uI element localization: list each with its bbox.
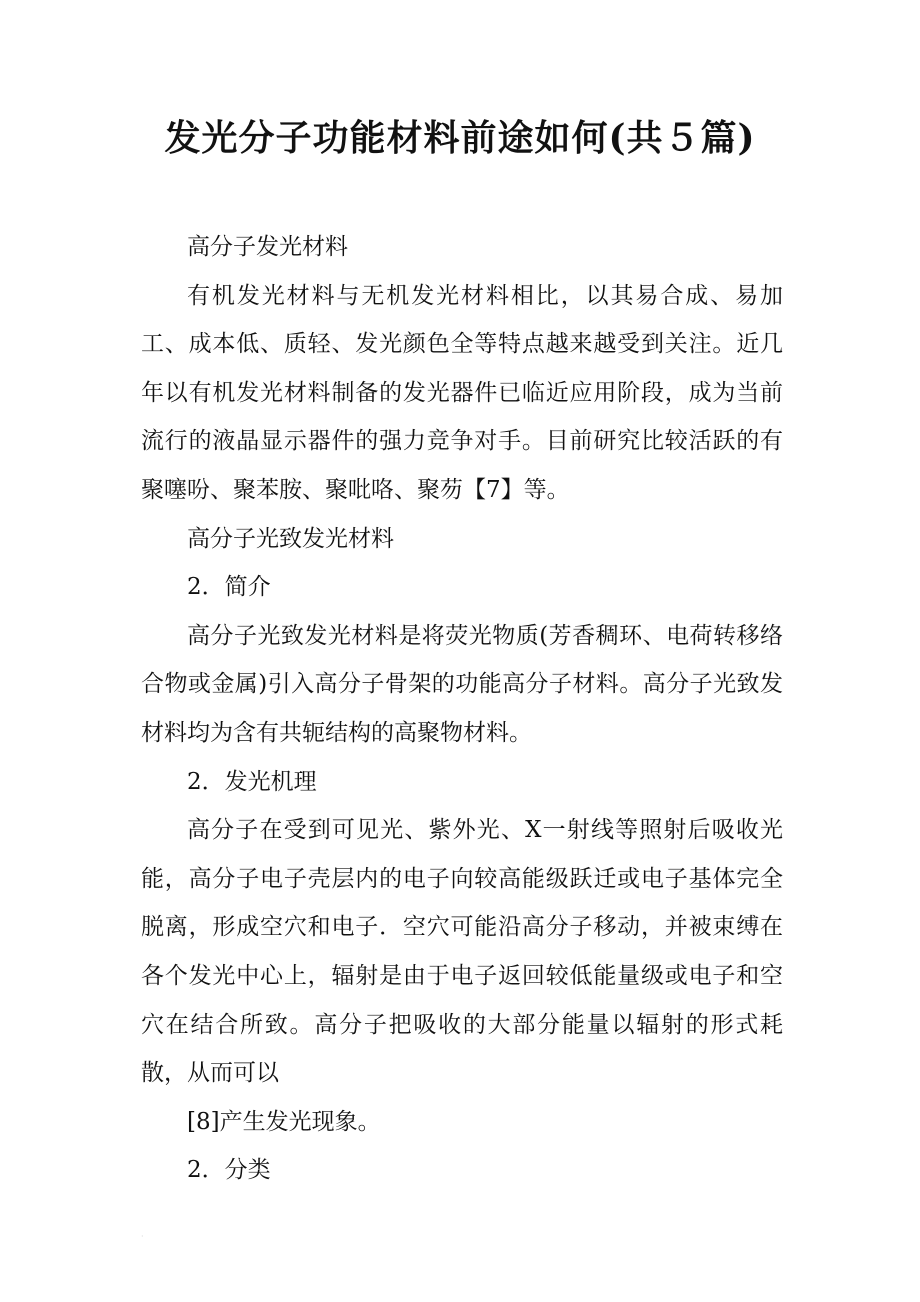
section-heading: 高分子发光材料 (187, 234, 348, 260)
body-paragraph: [8]产生发光现象。 (187, 1108, 381, 1135)
document-body (141, 223, 783, 1195)
numbered-heading: 2．发光机理 (187, 768, 317, 795)
page-corner-dot: · (141, 1232, 144, 1241)
numbered-heading: 2．分类 (187, 1157, 271, 1184)
document-title: 发光分子功能材料前途如何(共５篇) (164, 117, 756, 159)
numbered-heading: 2．简介 (187, 574, 271, 601)
section-heading: 高分子光致发光材料 (187, 525, 394, 552)
body-paragraph: 有机发光材料与无机发光材料相比，以其易合成、易加工、成本低、质轻、发光颜色全等特点越来越受到关注。近几年以有机发光材料制备的发光器件已临近应用阶段，成为当前流行的液晶显示器件的强力竞争对手。目前研究比较活跃的有聚噻吩、聚苯胺、聚吡咯、聚芴【7】等。 (141, 282, 783, 503)
body-paragraph: 高分子光致发光材料是将荧光物质(芳香稠环、电荷转移络合物或金属)引入高分子骨架的功能高分子材料。高分子光致发材料均为含有共轭结构的高聚物材料。 (141, 622, 783, 746)
body-paragraph: 高分子在受到可见光、紫外光、X一射线等照射后吸收光能，高分子电子壳层内的电子向较高能级跃迁或电子基体完全脱离，形成空穴和电子．空穴可能沿高分子移动，并被束缚在各个发光中心上，辐射是由于电子返回较低能量级或电子和空穴在结合所致。高分子把吸收的大部分能量以辐射的形式耗散，从而可以 (141, 817, 783, 1087)
